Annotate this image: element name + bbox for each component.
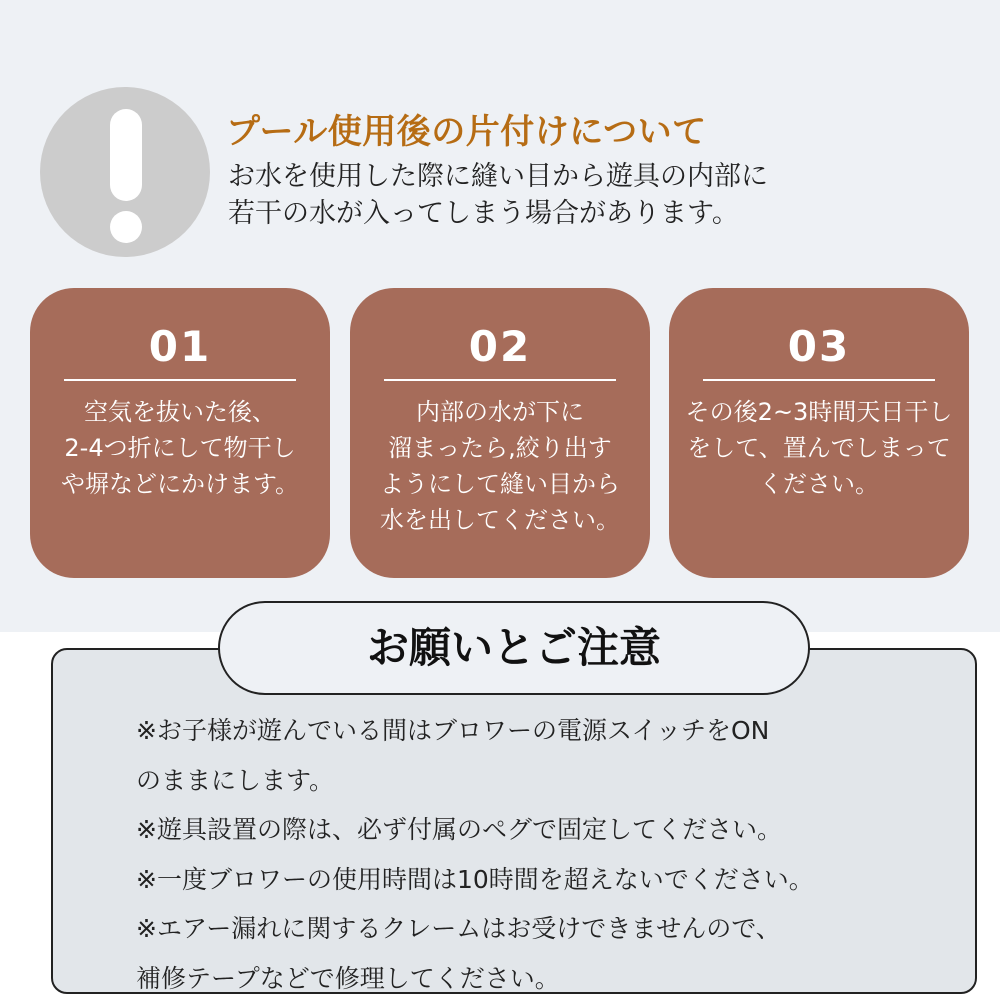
step-text: 内部の水が下に 溜まったら,絞り出す ようにして縫い目から 水を出してください。 [350, 394, 650, 538]
notice-line: ※エアー漏れに関するクレームはお受けできませんので、 [136, 904, 814, 954]
step-number: 02 [350, 324, 650, 370]
notice-line: ※お子様が遊んでいる間はブロワーの電源スイッチをON [136, 706, 814, 756]
intro-line: 若干の水が入ってしまう場合があります。 [228, 195, 768, 232]
step-card-03 [669, 288, 969, 578]
step-card-01 [30, 288, 330, 578]
notice-line: のままにします。 [136, 756, 814, 806]
notice-line: 補修テープなどで修理してください。 [136, 954, 814, 1003]
step-card-02 [350, 288, 650, 578]
notice-line: ※一度ブロワーの使用時間は10時間を超えないでください。 [136, 855, 814, 905]
step-divider [703, 379, 935, 381]
notice-title: お願いとご注意 [218, 601, 810, 695]
step-text: その後2~3時間天日干し をして、置んでしまって ください。 [669, 394, 969, 502]
notice-line: ※遊具設置の際は、必ず付属のペグで固定してください。 [136, 805, 814, 855]
intro-text [228, 158, 768, 232]
intro-line: お水を使用した際に縫い目から遊具の内部に [228, 158, 768, 195]
step-divider [384, 379, 616, 381]
notice-list [136, 706, 814, 1003]
page-title: プール使用後の片付けについて [226, 104, 707, 153]
step-divider [64, 379, 296, 381]
step-number: 01 [30, 324, 330, 370]
step-number: 03 [669, 324, 969, 370]
exclamation-icon [40, 87, 210, 257]
step-text: 空気を抜いた後、 2-4つ折にして物干し や塀などにかけます。 [30, 394, 330, 502]
